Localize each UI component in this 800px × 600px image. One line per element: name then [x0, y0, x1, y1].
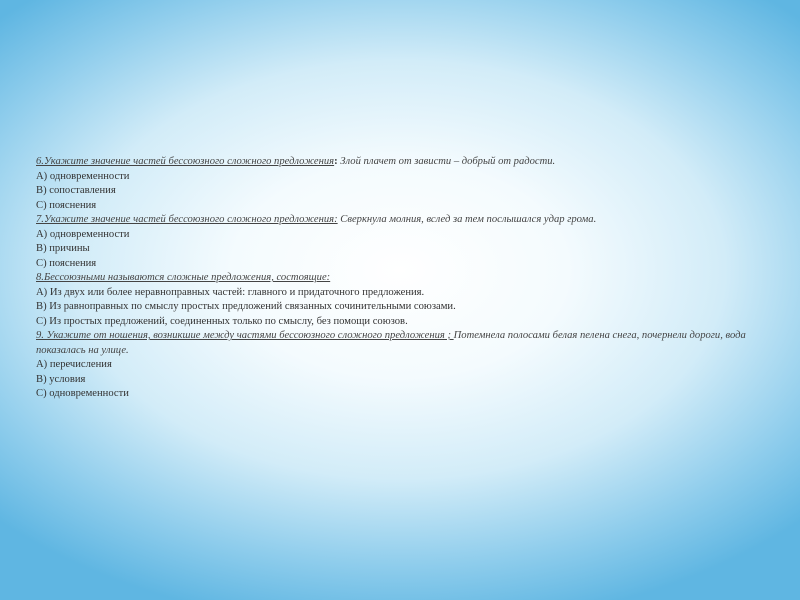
- slide-content: [36, 155, 756, 402]
- question-9-sentence: Потемнела полосами белая пелена снега, почернели дороги, вода показалась на улице.: [36, 330, 746, 356]
- question-6: [36, 155, 756, 170]
- question-9-option-c: С) одновременности: [36, 388, 129, 399]
- question-8-option-b: В) Из равноправных по смыслу простых предложений связанных сочинительными союзами.: [36, 301, 456, 312]
- question-6-option-a: А) одновременности: [36, 170, 130, 182]
- question-6-option-b: В) сопоставления: [36, 185, 116, 196]
- question-9-option-b: В) условия: [36, 373, 86, 385]
- question-7: [36, 213, 756, 228]
- question-8: [36, 271, 756, 286]
- question-6-option-c: С) пояснения: [36, 199, 97, 211]
- question-6-colon: :: [334, 156, 338, 167]
- question-7-option-c: С) пояснения: [36, 257, 97, 269]
- question-9-option-a: А) перечисления: [36, 359, 112, 370]
- question-9: [36, 329, 756, 358]
- question-7-sentence: Сверкнула молния, вслед за тем послышался удар грома.: [337, 214, 597, 225]
- question-7-option-a: А) одновременности: [36, 228, 130, 240]
- question-8-option-a: А) Из двух или более неравноправных частей: главного и придаточного предложения.: [36, 286, 425, 298]
- question-9-prompt: 9. Укажите от ношения, возникшие между частями бессоюзного сложного предложения ;: [36, 330, 454, 341]
- question-6-prompt: 6.Укажите значение частей бессоюзного сложного предложения: [36, 156, 335, 167]
- question-8-option-c: С) Из простых предложений, соединенных только по смыслу, без помощи союзов.: [36, 315, 408, 327]
- question-8-prompt: 8.Бессоюзными называются сложные предложения, состоящие:: [36, 272, 331, 283]
- question-6-sentence: Злой плачет от зависти – добрый от радости.: [337, 156, 556, 167]
- question-7-option-b: В) причины: [36, 243, 90, 254]
- question-7-prompt: 7.Укажите значение частей бессоюзного сложного предложения:: [36, 214, 338, 225]
